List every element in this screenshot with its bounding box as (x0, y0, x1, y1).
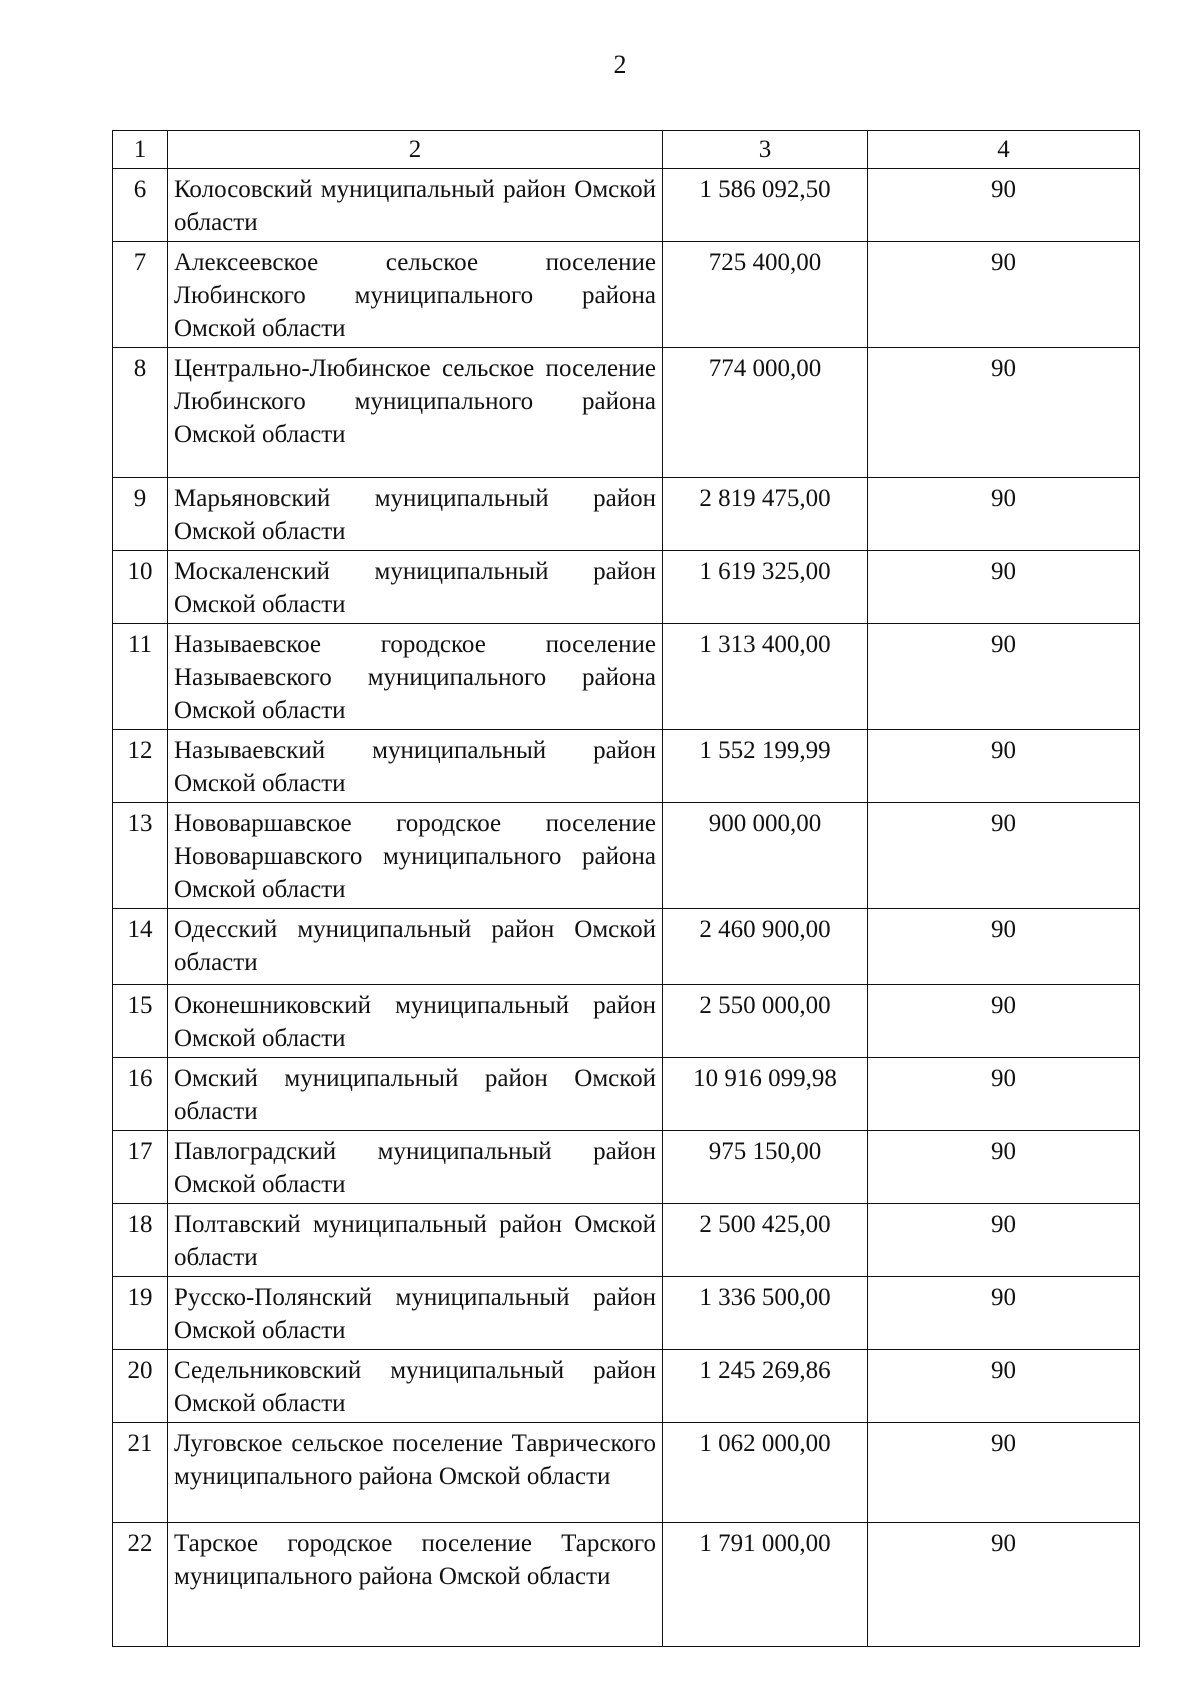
recipient-name: Павлоградский муниципальный район Омской области (168, 1131, 663, 1204)
amount: 1 552 199,99 (663, 730, 868, 803)
recipient-name: Омский муниципальный район Омской области (168, 1058, 663, 1131)
row-number: 7 (113, 242, 168, 348)
amount: 725 400,00 (663, 242, 868, 348)
table-row (113, 730, 1140, 803)
recipient-name: Седельниковский муниципальный район Омской области (168, 1350, 663, 1423)
percent: 90 (868, 1058, 1140, 1131)
percent: 90 (868, 730, 1140, 803)
amount: 900 000,00 (663, 803, 868, 909)
recipient-name: Москаленский муниципальный район Омской области (168, 551, 663, 624)
row-number: 9 (113, 478, 168, 551)
row-number: 15 (113, 985, 168, 1058)
percent: 90 (868, 1204, 1140, 1277)
header-cell-1: 1 (113, 131, 168, 169)
percent: 90 (868, 478, 1140, 551)
amount: 1 062 000,00 (663, 1423, 868, 1523)
table-row (113, 478, 1140, 551)
header-cell-4: 4 (868, 131, 1140, 169)
percent: 90 (868, 348, 1140, 478)
amount: 1 791 000,00 (663, 1523, 868, 1647)
table-row (113, 1350, 1140, 1423)
amount: 774 000,00 (663, 348, 868, 478)
recipient-name: Оконешниковский муниципальный район Омской области (168, 985, 663, 1058)
page-number: 2 (613, 50, 627, 79)
amount: 2 460 900,00 (663, 909, 868, 985)
percent: 90 (868, 624, 1140, 730)
recipient-name: Тарское городское поселение Тарского муниципального района Омской области (168, 1523, 663, 1647)
percent: 90 (868, 803, 1140, 909)
row-number: 18 (113, 1204, 168, 1277)
table-row (113, 348, 1140, 478)
amount: 10 916 099,98 (663, 1058, 868, 1131)
recipient-name: Марьяновский муниципальный район Омской области (168, 478, 663, 551)
percent: 90 (868, 242, 1140, 348)
header-cell-3: 3 (663, 131, 868, 169)
recipient-name: Русско-Полянский муниципальный район Омской области (168, 1277, 663, 1350)
table-row (113, 985, 1140, 1058)
percent: 90 (868, 1523, 1140, 1647)
row-number: 6 (113, 169, 168, 242)
table-row (113, 909, 1140, 985)
row-number: 21 (113, 1423, 168, 1523)
row-number: 16 (113, 1058, 168, 1131)
row-number: 19 (113, 1277, 168, 1350)
row-number: 12 (113, 730, 168, 803)
recipient-name: Называевское городское поселение Называевского муниципального района Омской области (168, 624, 663, 730)
table-row (113, 1277, 1140, 1350)
table-row (113, 1204, 1140, 1277)
amount: 2 500 425,00 (663, 1204, 868, 1277)
recipient-name: Называевский муниципальный район Омской области (168, 730, 663, 803)
amount: 1 336 500,00 (663, 1277, 868, 1350)
amount: 2 819 475,00 (663, 478, 868, 551)
recipient-name: Полтавский муниципальный район Омской области (168, 1204, 663, 1277)
amount: 2 550 000,00 (663, 985, 868, 1058)
recipient-name: Колосовский муниципальный район Омской области (168, 169, 663, 242)
allocation-table (112, 130, 1140, 1647)
row-number: 10 (113, 551, 168, 624)
recipient-name: Алексеевское сельское поселение Любинского муниципального района Омской области (168, 242, 663, 348)
amount: 1 619 325,00 (663, 551, 868, 624)
row-number: 13 (113, 803, 168, 909)
table-row (113, 1423, 1140, 1523)
amount: 1 586 092,50 (663, 169, 868, 242)
amount: 975 150,00 (663, 1131, 868, 1204)
percent: 90 (868, 551, 1140, 624)
table-header-row (113, 131, 1140, 169)
table-row (113, 1523, 1140, 1647)
amount: 1 245 269,86 (663, 1350, 868, 1423)
percent: 90 (868, 985, 1140, 1058)
row-number: 22 (113, 1523, 168, 1647)
percent: 90 (868, 1131, 1140, 1204)
table-row (113, 624, 1140, 730)
row-number: 11 (113, 624, 168, 730)
recipient-name: Нововаршавское городское поселение Нововаршавского муниципального района Омской области (168, 803, 663, 909)
row-number: 17 (113, 1131, 168, 1204)
row-number: 14 (113, 909, 168, 985)
row-number: 20 (113, 1350, 168, 1423)
table-row (113, 803, 1140, 909)
recipient-name: Одесский муниципальный район Омской области (168, 909, 663, 985)
percent: 90 (868, 1423, 1140, 1523)
table-row (113, 169, 1140, 242)
header-cell-2: 2 (168, 131, 663, 169)
row-number: 8 (113, 348, 168, 478)
percent: 90 (868, 909, 1140, 985)
table-row (113, 242, 1140, 348)
table-row (113, 1131, 1140, 1204)
table-row (113, 551, 1140, 624)
table-row (113, 1058, 1140, 1131)
percent: 90 (868, 1277, 1140, 1350)
percent: 90 (868, 169, 1140, 242)
recipient-name: Центрально-Любинское сельское поселение Любинского муниципального района Омской области (168, 348, 663, 478)
amount: 1 313 400,00 (663, 624, 868, 730)
recipient-name: Луговское сельское поселение Таврического муниципального района Омской области (168, 1423, 663, 1523)
percent: 90 (868, 1350, 1140, 1423)
